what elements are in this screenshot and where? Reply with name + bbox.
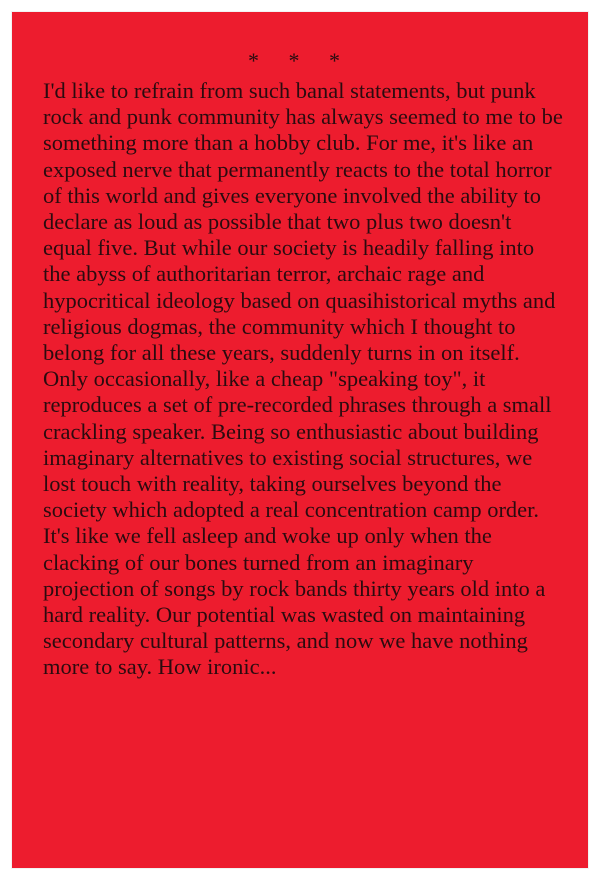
body-paragraph: I'd like to refrain from such banal statements, but punk rock and punk community has always seemed to me to be something more than a hobby club. For me, it's like an exposed nerve that permanently reacts to the total horror of this world and gives everyone involved the ability to declare as loud as possible that two plus two doesn't equal five. But while our society is headily falling into the abyss of authoritarian terror, archaic rage and hypocritical ideology based on quasihistorical myths and religious dogmas, the community which I thought to belong for all these years, suddenly turns in on itself. Only occasionally, like a cheap "speaking toy", it reproduces a set of pre-recorded phrases through a small crackling speaker. Being so enthusiastic about building imaginary alternatives to existing social structures, we lost touch with reality, taking ourselves beyond the society which adopted a real concentration camp order. It's like we fell asleep and woke up only when the clacking of our bones turned from an imaginary projection of songs by rock bands thirty years old into a hard reality. Our potential was wasted on maintaining secondary cultural patterns, and now we have nothing more to say. How ironic...: [43, 78, 563, 680]
section-break-asterisks: * * *: [248, 48, 352, 73]
red-page: [12, 12, 588, 868]
